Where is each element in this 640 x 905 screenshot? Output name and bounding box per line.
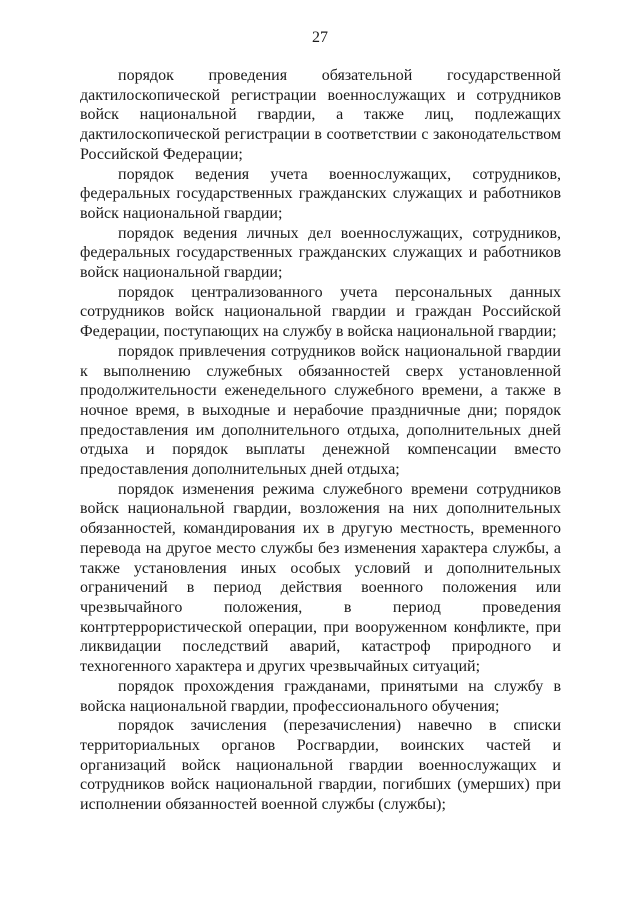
page-number: 27 — [312, 29, 328, 46]
paragraph-service-regime-change: порядок изменения режима служебного времени сотрудников войск национальной гвардии, возложения на них дополнительных обязанностей, командирования их в другую местность, временного перевода на другое место службы без изменения характера службы, а также установления иных особых условий и дополнительных ограничений в период действия военного положения или чрезвычайного положения, в период проведения контртеррористической операции, при вооруженном конфликте, при ликвидации последствий аварий, катастроф природного и техногенного характера и других чрезвычайных ситуаций; — [80, 480, 561, 676]
document-body — [80, 66, 561, 815]
paragraph-fingerprint-registration: порядок проведения обязательной государственной дактилоскопической регистрации военнослужащих и сотрудников войск национальной гвардии, а также лиц, подлежащих дактилоскопической регистрации в соответствии с законодательством Российской Федерации; — [80, 67, 561, 163]
paragraph-personal-files: порядок ведения личных дел военнослужащих, сотрудников, федеральных государственных гражданских служащих и работников войск национальной гвардии; — [80, 224, 561, 282]
paragraph-personnel-accounting: порядок ведения учета военнослужащих, сотрудников, федеральных государственных гражданских служащих и работников войск национальной гвардии; — [80, 165, 561, 222]
paragraph-overtime-duties: порядок привлечения сотрудников войск национальной гвардии к выполнению служебных обязанностей сверх установленной продолжительности еженедельного служебного времени, а также в ночное время, в выходные и нерабочие праздничные дни; порядок предоставления им дополнительного отдыха, дополнительных дней отдыха и порядок выплаты денежной компенсации вместо предоставления дополнительных дней отдыха; — [80, 342, 561, 479]
paragraph-professional-training: порядок прохождения гражданами, принятыми на службу в войска национальной гвардии, профессионального обучения; — [80, 677, 561, 715]
paragraph-personal-data: порядок централизованного учета персональных данных сотрудников войск национальной гвардии и граждан Российской Федерации, поступающих на службу в войска национальной гвардии; — [80, 283, 561, 341]
paragraph-honorary-enrollment: порядок зачисления (перезачисления) навечно в списки территориальных органов Росгвардии, воинских частей и организаций войск национальной гвардии военнослужащих и сотрудников войск национальной гвардии, погибших (умерших) при исполнении обязанностей военной службы (службы); — [80, 717, 561, 814]
